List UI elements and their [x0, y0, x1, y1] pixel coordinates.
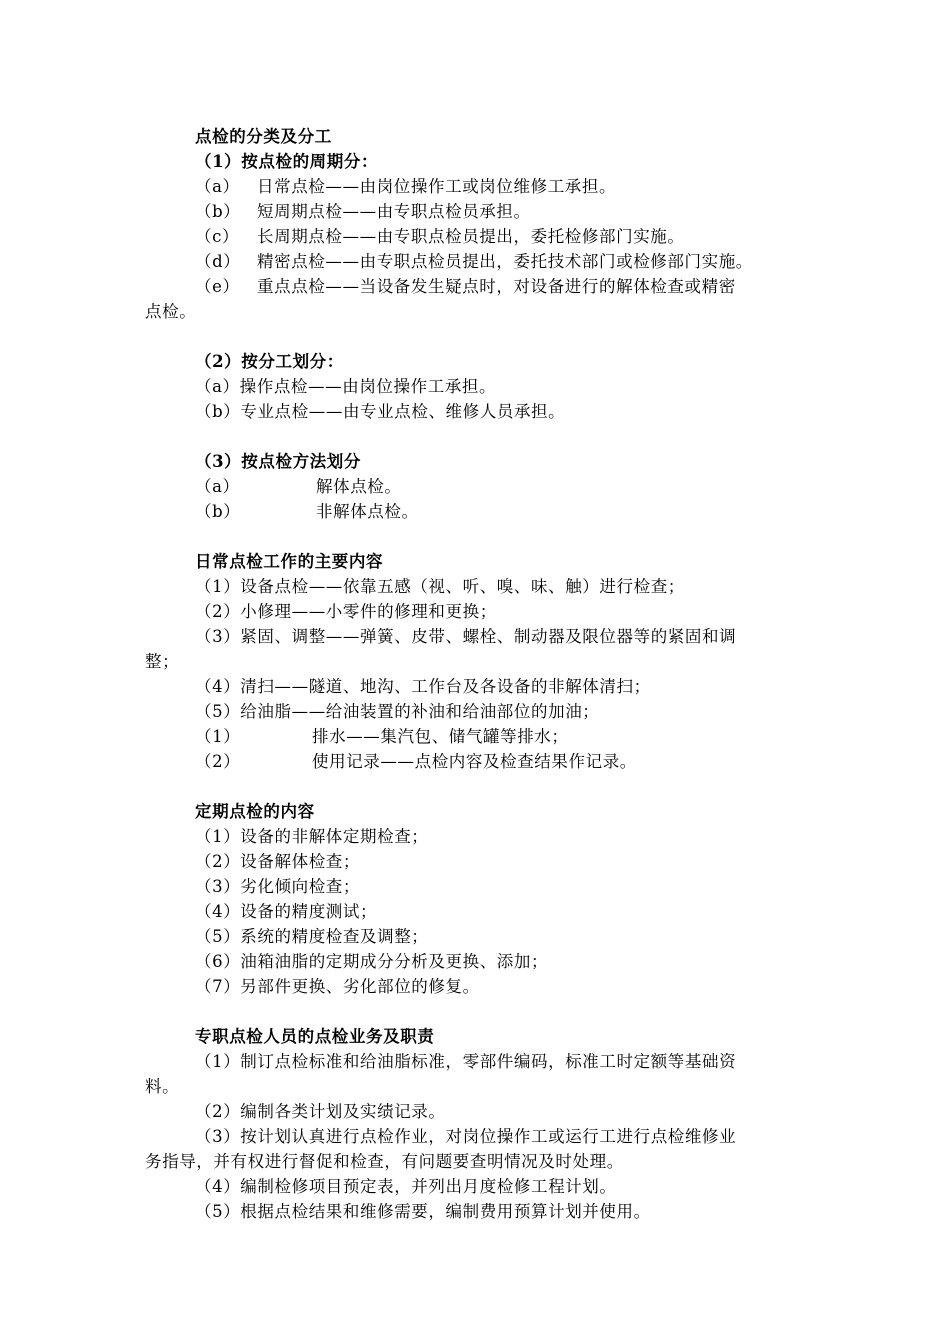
subheading: （1）按点检的周期分：: [195, 152, 379, 171]
list-marker: （b）: [195, 202, 241, 221]
subheading: （2）按分工划分：: [195, 352, 344, 371]
list-item: [195, 474, 402, 499]
list-text: 使用记录——点检内容及检查结果作记录。: [312, 752, 637, 771]
list-item: （2）设备解体检查；: [195, 852, 360, 871]
list-item: （4）编制检修项目预定表，并列出月度检修工程计划。: [195, 1177, 617, 1196]
list-item: （6）油箱油脂的定期成分分析及更换、添加；: [195, 952, 549, 971]
list-marker: （e）: [195, 277, 240, 296]
list-marker: （c）: [195, 227, 240, 246]
list-item: （5）系统的精度检查及调整；: [195, 927, 429, 946]
list-marker: （a）: [195, 477, 240, 496]
list-item: （1）设备点检——依靠五感（视、听、嗅、味、触）进行检查；: [195, 577, 685, 596]
list-item: [195, 499, 419, 524]
list-text: 重点点检——当设备发生疑点时，对设备进行的解体检查或精密: [257, 277, 736, 296]
list-text: 精密点检——由专职点检员提出，委托技术部门或检修部门实施。: [257, 252, 753, 271]
list-item: [195, 724, 569, 749]
list-item: [195, 274, 736, 299]
list-item: （7）另部件更换、劣化部位的修复。: [195, 977, 480, 996]
section-title: 定期点检的内容: [195, 802, 315, 821]
list-marker: （d）: [195, 252, 241, 271]
list-item: [195, 199, 531, 224]
list-item: （5）根据点检结果和维修需要，编制费用预算计划并使用。: [195, 1202, 651, 1221]
list-item: （4）清扫——隧道、地沟、工作台及各设备的非解体清扫；: [195, 677, 651, 696]
list-item: （2）小修理——小零件的修理和更换；: [195, 602, 497, 621]
list-text: 长周期点检——由专职点检员提出，委托检修部门实施。: [257, 227, 685, 246]
list-item: （1）制订点检标准和给油脂标准，零部件编码，标准工时定额等基础资: [195, 1052, 737, 1071]
section-title: 日常点检工作的主要内容: [195, 552, 384, 571]
list-text: 非解体点检。: [316, 502, 419, 521]
list-item: （a）操作点检——由岗位操作工承担。: [195, 377, 497, 396]
list-item: （b）专业点检——由专业点检、维修人员承担。: [195, 402, 566, 421]
list-text: 排水——集汽包、储气罐等排水；: [312, 727, 569, 746]
list-text-continuation: 整；: [145, 652, 180, 671]
list-marker: （2）: [195, 752, 241, 771]
list-text: 短周期点检——由专职点检员承担。: [257, 202, 531, 221]
list-marker: （a）: [195, 177, 240, 196]
list-item: （3）紧固、调整——弹簧、皮带、螺栓、制动器及限位器等的紧固和调: [195, 627, 737, 646]
list-marker: （b）: [195, 502, 241, 521]
list-item: （2）编制各类计划及实绩记录。: [195, 1102, 446, 1121]
list-item: [195, 249, 753, 274]
list-item: （4）设备的精度测试；: [195, 902, 378, 921]
list-item: [195, 224, 685, 249]
list-text-continuation: 料。: [145, 1077, 180, 1096]
section-title: 点检的分类及分工: [195, 127, 332, 146]
list-item: （5）给油脂——给油装置的补油和给油部位的加油；: [195, 702, 600, 721]
list-item: （3）按计划认真进行点检作业，对岗位操作工或运行工进行点检维修业: [195, 1127, 737, 1146]
list-item: （3）劣化倾向检查；: [195, 877, 360, 896]
section-title: 专职点检人员的点检业务及职责: [195, 1027, 435, 1046]
subheading: （3）按点检方法划分: [195, 452, 361, 471]
list-text-continuation: 点检。: [145, 302, 197, 321]
list-item: （1）设备的非解体定期检查；: [195, 827, 429, 846]
list-text: 解体点检。: [316, 477, 402, 496]
list-item: [195, 174, 617, 199]
list-item: [195, 749, 637, 774]
list-text: 日常点检——由岗位操作工或岗位维修工承担。: [257, 177, 617, 196]
list-text-continuation: 务指导，并有权进行督促和检查，有问题要查明情况及时处理。: [145, 1152, 624, 1171]
list-marker: （1）: [195, 727, 241, 746]
